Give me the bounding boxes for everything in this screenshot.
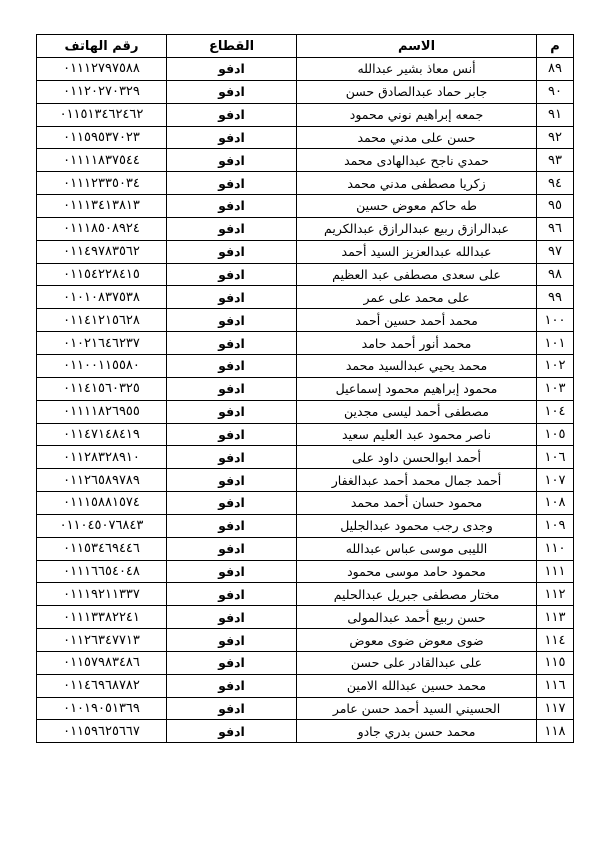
row-name: ناصر محمود عبد العليم سعيد	[297, 423, 537, 446]
row-name: عبدالرازق ربيع عبدالرازق عبدالكريم	[297, 217, 537, 240]
row-phone: ٠١١١٢٣٣٥٠٣٤	[37, 172, 167, 195]
table-row	[37, 514, 574, 537]
header-phone: رقم الهاتف	[37, 35, 167, 58]
row-phone: ٠١١٢٠٢٧٠٣٢٩	[37, 80, 167, 103]
row-name: محمد حسين عبدالله الامين	[297, 674, 537, 697]
row-name: محمود حسان أحمد محمد	[297, 492, 537, 515]
table-row	[37, 697, 574, 720]
document-page	[36, 34, 573, 743]
row-phone: ٠١١١٨٥٠٨٩٢٤	[37, 217, 167, 240]
contacts-table	[36, 34, 574, 743]
row-sector: ادفو	[167, 240, 297, 263]
row-phone: ٠١١٥٤٢٢٨٤١٥	[37, 263, 167, 286]
row-number: ٩٩	[537, 286, 574, 309]
table-row	[37, 58, 574, 81]
row-number: ٩٧	[537, 240, 574, 263]
table-row	[37, 332, 574, 355]
table-row	[37, 240, 574, 263]
table-row	[37, 446, 574, 469]
row-name: الليبى موسى عباس عبدالله	[297, 537, 537, 560]
row-sector: ادفو	[167, 377, 297, 400]
row-sector: ادفو	[167, 469, 297, 492]
row-phone: ٠١١١٦٦٥٤٠٤٨	[37, 560, 167, 583]
header-num: م	[537, 35, 574, 58]
table-row	[37, 172, 574, 195]
row-sector: ادفو	[167, 286, 297, 309]
row-number: ١٠٣	[537, 377, 574, 400]
row-sector: ادفو	[167, 720, 297, 743]
row-phone: ٠١١١٥٨٨١٥٧٤	[37, 492, 167, 515]
row-name: أحمد ابوالحسن داود على	[297, 446, 537, 469]
row-sector: ادفو	[167, 629, 297, 652]
row-name: أحمد جمال محمد أحمد عبدالغفار	[297, 469, 537, 492]
row-phone: ٠١١٤٦٩٦٨٧٨٢	[37, 674, 167, 697]
table-row	[37, 195, 574, 218]
row-number: ١٠٠	[537, 309, 574, 332]
row-sector: ادفو	[167, 583, 297, 606]
row-sector: ادفو	[167, 80, 297, 103]
table-row	[37, 354, 574, 377]
row-sector: ادفو	[167, 697, 297, 720]
row-phone: ٠١١١٩٢١١٣٣٧	[37, 583, 167, 606]
table-row	[37, 149, 574, 172]
row-phone: ٠١١٥٣٤٦٩٤٤٦	[37, 537, 167, 560]
row-phone: ٠١١٥٩٥٣٧٠٢٣	[37, 126, 167, 149]
table-row	[37, 492, 574, 515]
row-phone: ٠١٠٢١٦٤٦٢٣٧	[37, 332, 167, 355]
row-name: طه حاكم معوض حسين	[297, 195, 537, 218]
row-sector: ادفو	[167, 354, 297, 377]
row-number: ١٠١	[537, 332, 574, 355]
table-row	[37, 469, 574, 492]
row-phone: ٠١١٠٠١١٥٥٨٠	[37, 354, 167, 377]
row-sector: ادفو	[167, 172, 297, 195]
row-number: ٩٣	[537, 149, 574, 172]
row-sector: ادفو	[167, 332, 297, 355]
row-phone: ٠١٠١٠٨٣٧٥٣٨	[37, 286, 167, 309]
row-phone: ٠١١٢٦٥٨٩٧٨٩	[37, 469, 167, 492]
row-name: جابر حماد عبدالصادق حسن	[297, 80, 537, 103]
row-number: ١١٦	[537, 674, 574, 697]
row-number: ١٠٧	[537, 469, 574, 492]
row-name: مختار مصطفى جبريل عبدالحليم	[297, 583, 537, 606]
row-number: ٩٢	[537, 126, 574, 149]
row-number: ٩٦	[537, 217, 574, 240]
row-sector: ادفو	[167, 514, 297, 537]
row-sector: ادفو	[167, 423, 297, 446]
table-row	[37, 286, 574, 309]
row-name: محمد يحيي عبدالسيد محمد	[297, 354, 537, 377]
row-name: حسن على مدني محمد	[297, 126, 537, 149]
row-name: جمعه إبراهيم نوني محمود	[297, 103, 537, 126]
table-row	[37, 217, 574, 240]
table-header-row	[37, 35, 574, 58]
row-phone: ٠١١١١٨٣٧٥٤٤	[37, 149, 167, 172]
row-phone: ٠١١٠٤٥٠٧٦٨٤٣	[37, 514, 167, 537]
row-number: ٩٥	[537, 195, 574, 218]
row-phone: ٠١١٢٨٣٢٨٩١٠	[37, 446, 167, 469]
table-row	[37, 720, 574, 743]
row-number: ١١٨	[537, 720, 574, 743]
row-phone: ٠١١٥٩٦٢٥٦٦٧	[37, 720, 167, 743]
table-row	[37, 674, 574, 697]
row-phone: ٠١٠١٩٠٥١٣٦٩	[37, 697, 167, 720]
row-phone: ٠١١١١٨٢٦٩٥٥	[37, 400, 167, 423]
row-name: محمود حامد موسى محمود	[297, 560, 537, 583]
row-number: ١١٢	[537, 583, 574, 606]
row-sector: ادفو	[167, 309, 297, 332]
row-sector: ادفو	[167, 560, 297, 583]
row-sector: ادفو	[167, 537, 297, 560]
row-number: ٩٤	[537, 172, 574, 195]
table-row	[37, 309, 574, 332]
row-name: محمد أحمد حسين أحمد	[297, 309, 537, 332]
table-row	[37, 263, 574, 286]
table-row	[37, 80, 574, 103]
row-phone: ٠١١٤١٢١٥٦٢٨	[37, 309, 167, 332]
row-name: مصطفى أحمد ليسى مجدين	[297, 400, 537, 423]
row-number: ١١٤	[537, 629, 574, 652]
header-sector: القطاع	[167, 35, 297, 58]
row-name: محمد حسن بدري جادو	[297, 720, 537, 743]
row-name: على عبدالقادر على حسن	[297, 651, 537, 674]
row-sector: ادفو	[167, 195, 297, 218]
table-row	[37, 560, 574, 583]
table-row	[37, 423, 574, 446]
table-row	[37, 651, 574, 674]
row-sector: ادفو	[167, 126, 297, 149]
row-number: ١١٠	[537, 537, 574, 560]
row-number: ١٠٦	[537, 446, 574, 469]
row-phone: ٠١١١٣٤١٣٨١٣	[37, 195, 167, 218]
row-number: ١٠٨	[537, 492, 574, 515]
row-phone: ٠١١٤٧١٤٨٤١٩	[37, 423, 167, 446]
row-phone: ٠١١١٢٧٩٧٥٨٨	[37, 58, 167, 81]
row-phone: ٠١١٥١٣٤٦٢٤٦٢	[37, 103, 167, 126]
row-sector: ادفو	[167, 446, 297, 469]
row-number: ٩١	[537, 103, 574, 126]
row-name: حسن ربيع أحمد عبدالمولى	[297, 606, 537, 629]
row-name: حمدي ناجح عبدالهادى محمد	[297, 149, 537, 172]
row-number: ١٠٤	[537, 400, 574, 423]
row-name: على محمد على عمر	[297, 286, 537, 309]
table-row	[37, 606, 574, 629]
row-name: زكريا مصطفى مدني محمد	[297, 172, 537, 195]
table-row	[37, 103, 574, 126]
row-sector: ادفو	[167, 217, 297, 240]
table-row	[37, 583, 574, 606]
table-row	[37, 537, 574, 560]
row-name: أنس معاذ بشير عبدالله	[297, 58, 537, 81]
row-number: ١٠٥	[537, 423, 574, 446]
row-phone: ٠١١٤٩٧٨٣٥٦٢	[37, 240, 167, 263]
row-name: على سعدى مصطفى عبد العظيم	[297, 263, 537, 286]
table-row	[37, 377, 574, 400]
row-number: ١١٣	[537, 606, 574, 629]
table-body	[37, 58, 574, 743]
row-sector: ادفو	[167, 400, 297, 423]
row-number: ٩٠	[537, 80, 574, 103]
row-sector: ادفو	[167, 606, 297, 629]
row-phone: ٠١١٢٦٣٤٧٧١٣	[37, 629, 167, 652]
row-name: محمود إبراهيم محمود إسماعيل	[297, 377, 537, 400]
row-number: ١١٧	[537, 697, 574, 720]
table-row	[37, 629, 574, 652]
row-number: ١٠٢	[537, 354, 574, 377]
row-sector: ادفو	[167, 149, 297, 172]
row-sector: ادفو	[167, 674, 297, 697]
row-phone: ٠١١٥٧٩٨٣٤٨٦	[37, 651, 167, 674]
row-name: الحسيني السيد أحمد حسن عامر	[297, 697, 537, 720]
header-name: الاسم	[297, 35, 537, 58]
row-sector: ادفو	[167, 103, 297, 126]
row-sector: ادفو	[167, 263, 297, 286]
row-name: محمد أنور أحمد حامد	[297, 332, 537, 355]
row-phone: ٠١١٤١٥٦٠٣٢٥	[37, 377, 167, 400]
table-row	[37, 126, 574, 149]
row-number: ١١٥	[537, 651, 574, 674]
row-phone: ٠١١١٣٣٨٢٢٤١	[37, 606, 167, 629]
row-number: ٩٨	[537, 263, 574, 286]
row-sector: ادفو	[167, 58, 297, 81]
row-name: وجدى رجب محمود عبدالجليل	[297, 514, 537, 537]
row-sector: ادفو	[167, 492, 297, 515]
row-number: ١١١	[537, 560, 574, 583]
row-sector: ادفو	[167, 651, 297, 674]
row-name: عبدالله عبدالعزيز السيد أحمد	[297, 240, 537, 263]
row-number: ١٠٩	[537, 514, 574, 537]
row-name: ضوى معوض ضوى معوض	[297, 629, 537, 652]
table-row	[37, 400, 574, 423]
row-number: ٨٩	[537, 58, 574, 81]
